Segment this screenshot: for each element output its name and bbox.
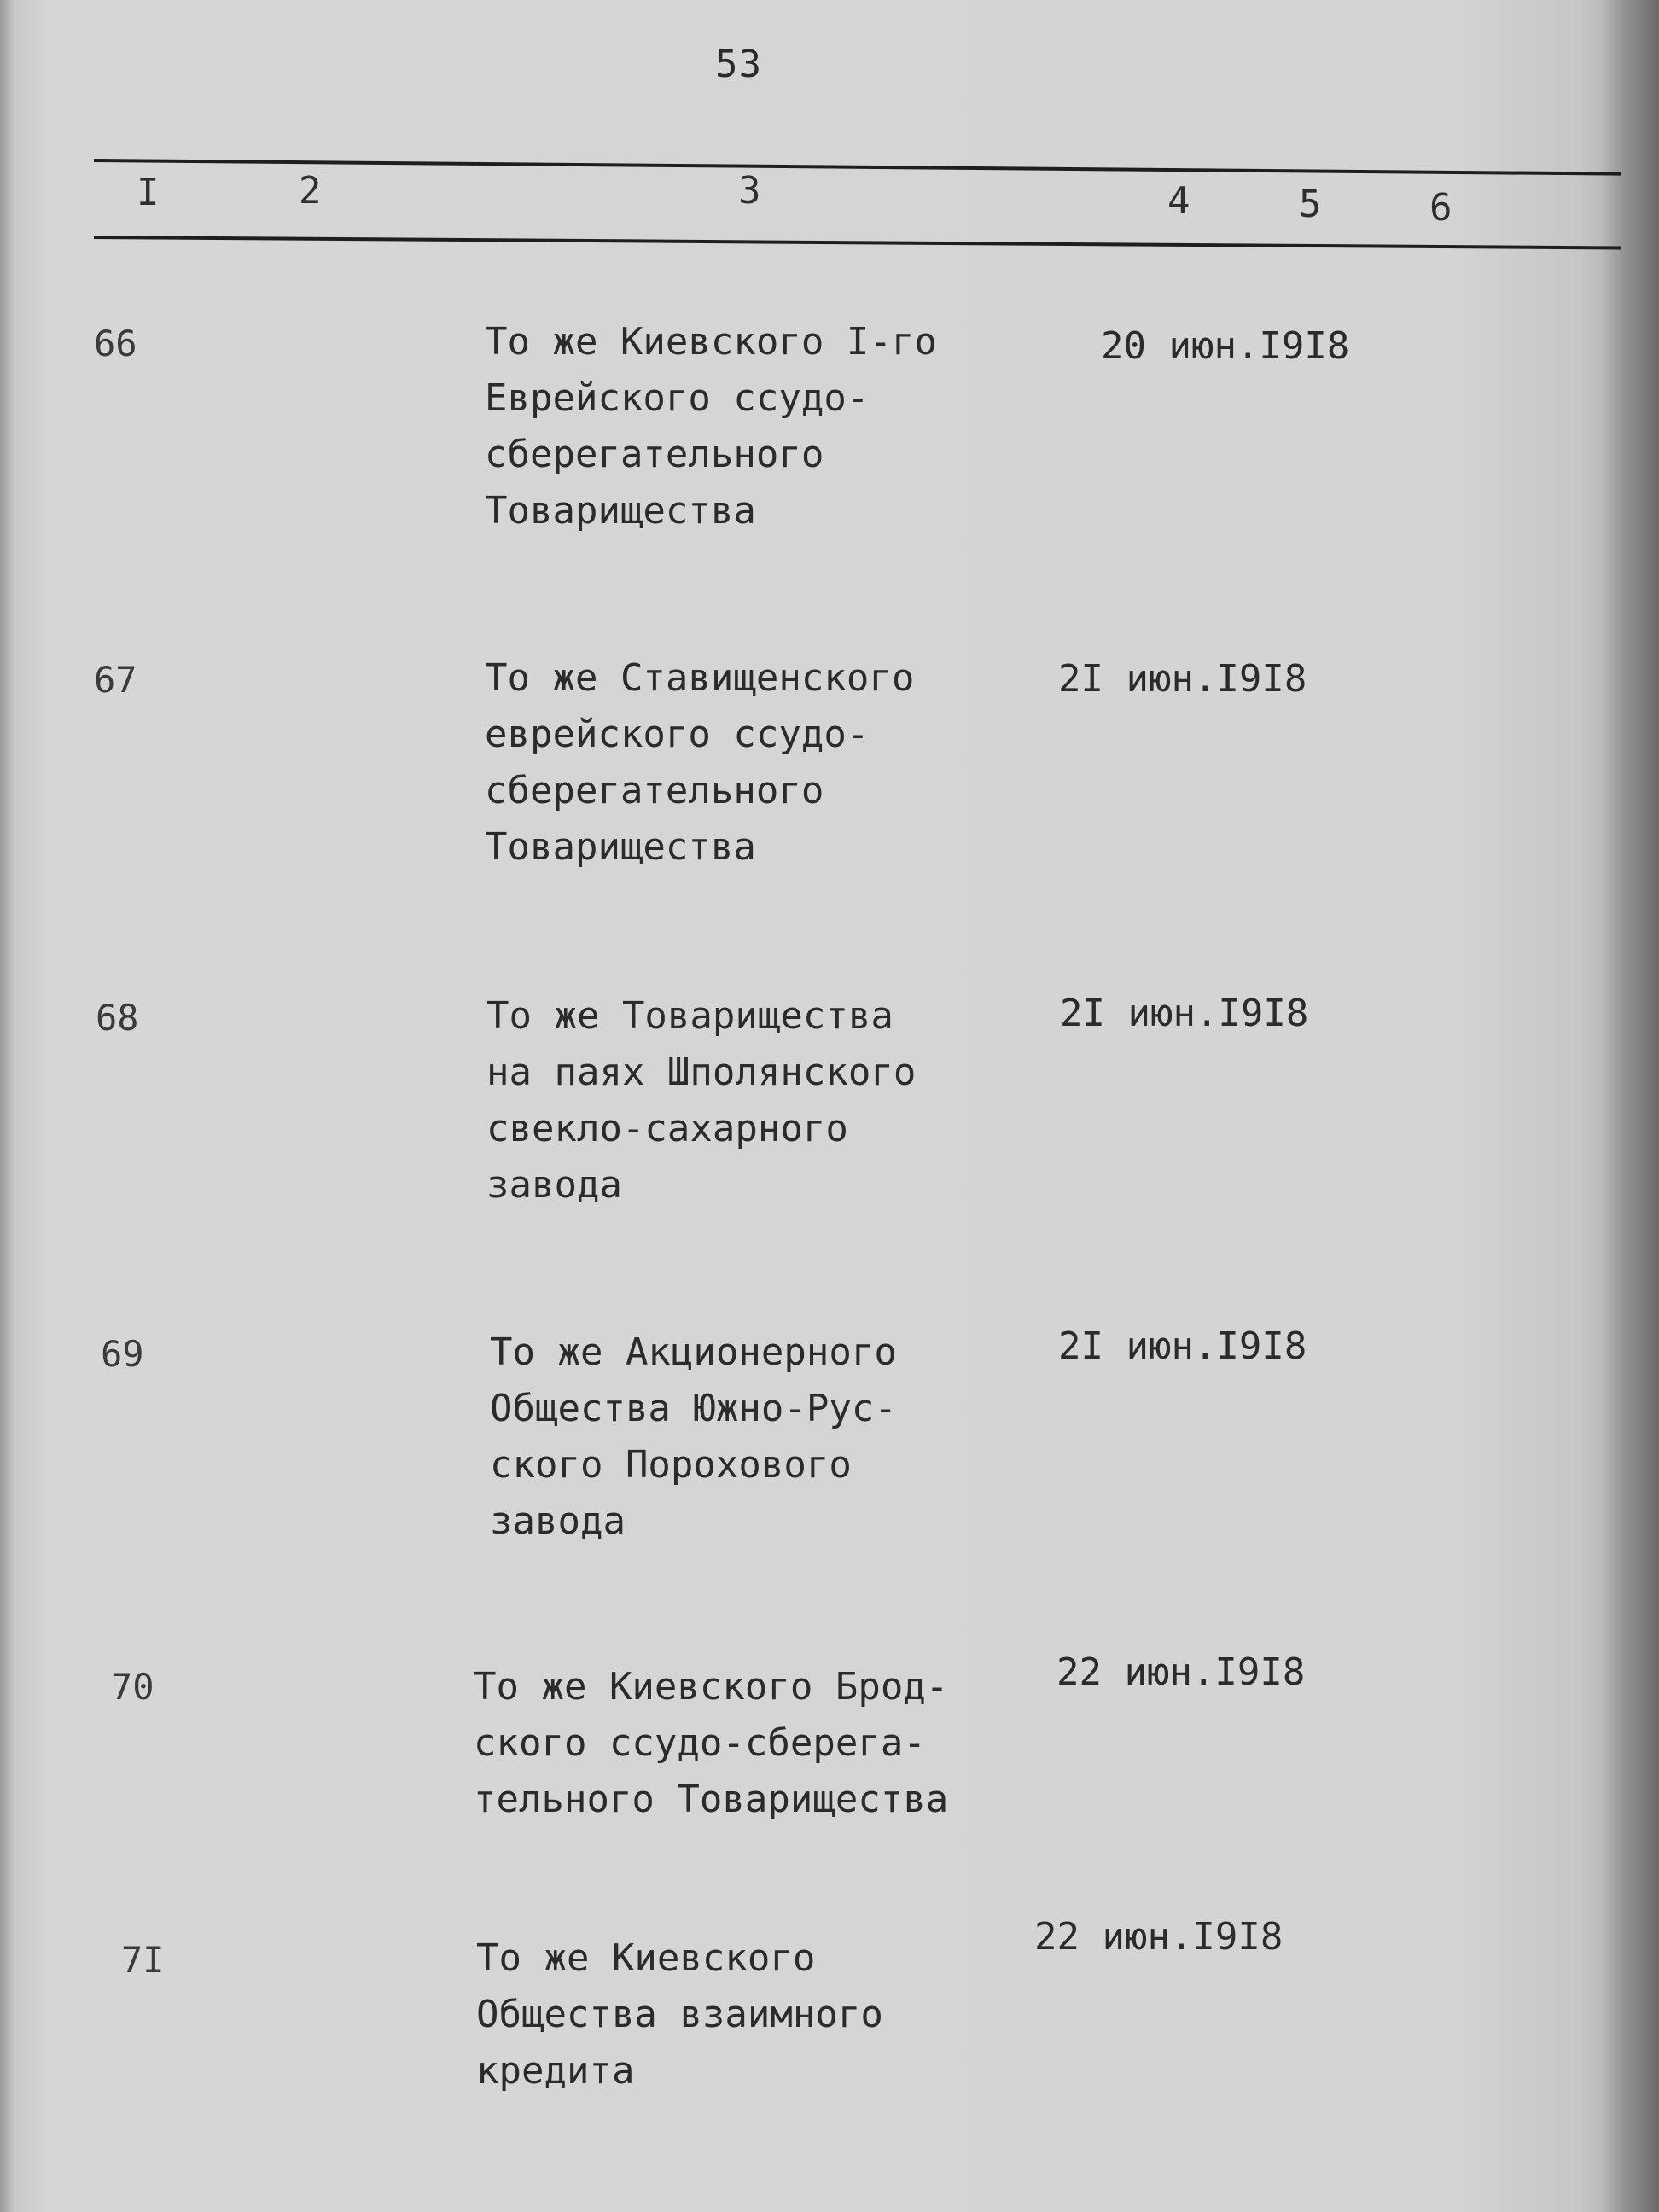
description-line: ского ссудо-сберега- [474, 1721, 926, 1765]
description-line: Общества взаимного [476, 1993, 883, 2036]
description-line: Общества Южно-Рус- [490, 1387, 897, 1430]
column-header-4: 4 [1167, 179, 1190, 223]
description-line: То же Ставищенского [485, 656, 915, 700]
row-date: 2I июн.I9I8 [1058, 1324, 1307, 1368]
row-number: 67 [94, 659, 137, 701]
header-bottom-rule [94, 236, 1621, 249]
description-line: То же Киевского [476, 1936, 816, 1980]
description-line: кредита [476, 2049, 635, 2093]
description-line: То же Акционерного [490, 1330, 897, 1374]
row-description [490, 1324, 897, 1550]
description-line: Еврейского ссудо- [485, 376, 870, 420]
row-description [474, 1659, 948, 1828]
row-number: 70 [111, 1666, 154, 1708]
column-header-2: 2 [299, 169, 322, 212]
description-line: То же Киевского I-го [485, 320, 937, 364]
description-line: сберегательного [485, 433, 824, 476]
row-date: 22 июн.I9I8 [1034, 1915, 1284, 1959]
row-date: 2I июн.I9I8 [1060, 992, 1309, 1035]
description-line: тельного Товарищества [474, 1778, 949, 1821]
description-line: сберегательного [485, 769, 824, 812]
row-description [476, 1930, 883, 2099]
description-line: Товарищества [485, 489, 756, 533]
description-line: еврейского ссудо- [485, 713, 870, 756]
column-header-5: 5 [1299, 183, 1322, 226]
row-number: 66 [94, 323, 137, 364]
description-line: на паях Шполянского [486, 1051, 917, 1094]
description-line: То же Киевского Брод- [474, 1665, 949, 1708]
row-number: 68 [96, 997, 139, 1039]
column-header-1: I [137, 171, 160, 214]
row-description [485, 650, 914, 876]
description-line: То же Товарищества [486, 994, 894, 1038]
description-line: Товарищества [485, 825, 756, 869]
page-edge-shadow [1599, 0, 1659, 2212]
row-number: 69 [101, 1333, 144, 1375]
column-header-3: 3 [738, 169, 761, 212]
description-line: свекло-сахарного [486, 1107, 848, 1150]
column-header-6: 6 [1429, 186, 1452, 230]
row-date: 2I июн.I9I8 [1058, 657, 1307, 701]
page-number: 53 [715, 43, 762, 86]
description-line: ского Порохового [490, 1443, 852, 1487]
row-description [485, 314, 937, 539]
header-top-rule [94, 159, 1621, 176]
row-number: 7I [121, 1939, 165, 1981]
description-line: завода [490, 1499, 626, 1543]
row-date: 20 июн.I9I8 [1101, 324, 1350, 368]
description-line: завода [486, 1163, 622, 1207]
row-description [486, 988, 916, 1214]
row-date: 22 июн.I9I8 [1057, 1650, 1306, 1694]
